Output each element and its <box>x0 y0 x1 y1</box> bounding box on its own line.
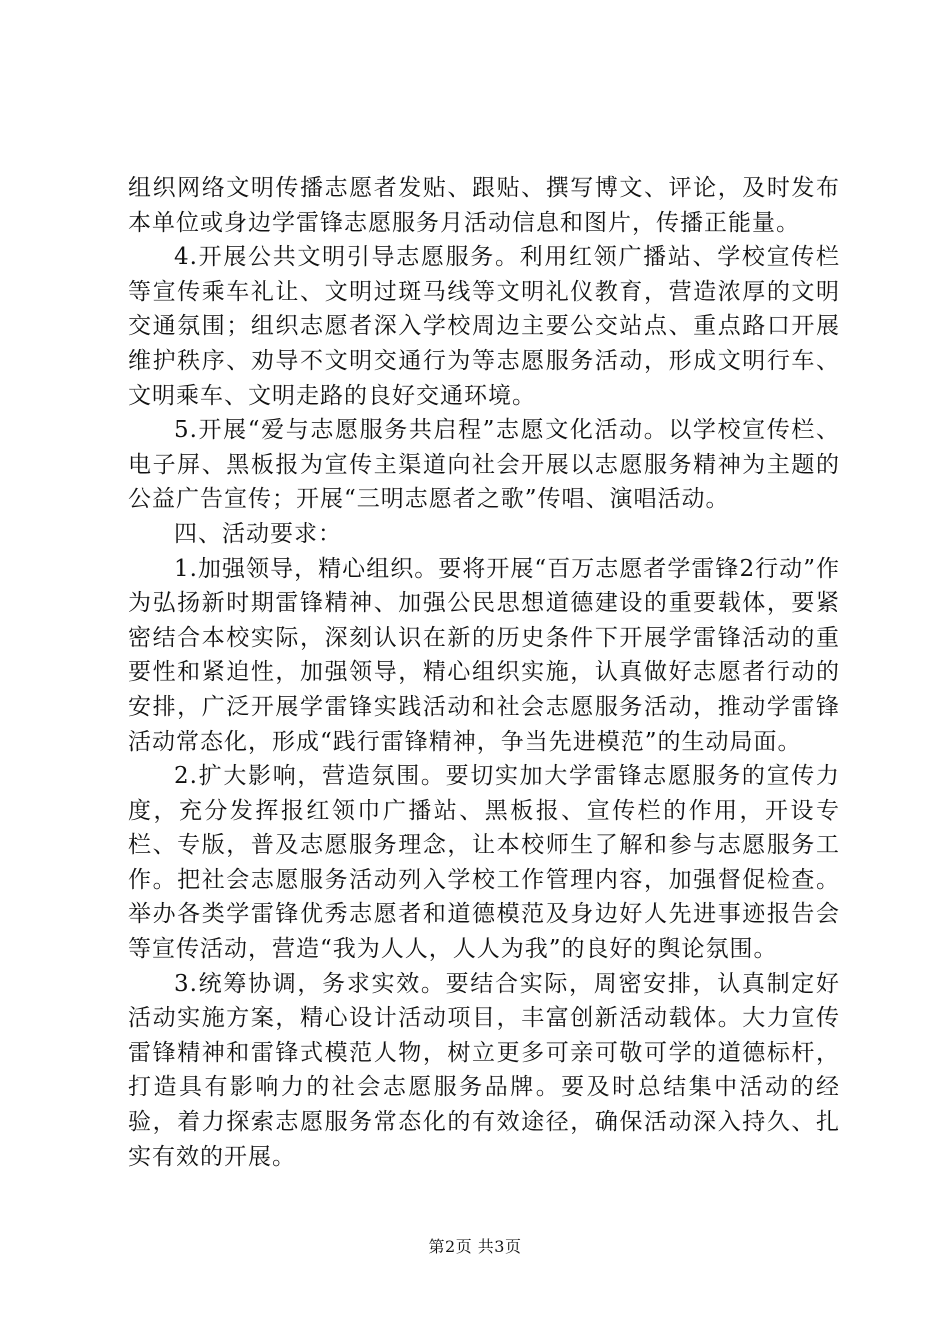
paragraph-item-5: 5.开展“爱与志愿服务共启程”志愿文化活动。以学校宣传栏、电子屏、黑板报为宣传主渠道向社会开展以志愿服务精神为主题的公益广告宣传；开展“三明志愿者之歌”传唱、演唱活动。 <box>128 417 840 513</box>
document-body <box>128 171 840 1174</box>
page-number-footer: 第2页 共3页 <box>428 1237 522 1256</box>
section-heading-requirements: 四、活动要求： <box>174 520 342 547</box>
paragraph-requirement-2: 2.扩大影响，营造氛围。要切实加大学雷锋志愿服务的宣传力度，充分发挥报红领巾广播站、黑板报、宣传栏的作用，开设专栏、专版，普及志愿服务理念，让本校师生了解和参与志愿服务工作。把社会志愿服务活动列入学校工作管理内容，加强督促检查。举办各类学雷锋优秀志愿者和道德模范及身边好人先进事迹报告会等宣传活动，营造“我为人人，人人为我”的良好的舆论氛围。 <box>128 763 840 963</box>
paragraph-requirement-1: 1.加强领导，精心组织。要将开展“百万志愿者学雷锋2行动”作为弘扬新时期雷锋精神、加强公民思想道德建设的重要载体，要紧密结合本校实际，深刻认识在新的历史条件下开展学雷锋活动的重要性和紧迫性，加强领导，精心组织实施，认真做好志愿者行动的安排，广泛开展学雷锋实践活动和社会志愿服务活动，推动学雷锋活动常态化，形成“践行雷锋精神，争当先进模范”的生动局面。 <box>128 555 840 755</box>
paragraph-item-4: 4.开展公共文明引导志愿服务。利用红领广播站、学校宣传栏等宣传乘车礼让、文明过斑马线等文明礼仪教育，营造浓厚的文明交通氛围；组织志愿者深入学校周边主要公交站点、重点路口开展维护秩序、劝导不文明交通行为等志愿服务活动，形成文明行车、文明乘车、文明走路的良好交通环境。 <box>128 244 840 409</box>
paragraph-requirement-3: 3.统筹协调，务求实效。要结合实际，周密安排，认真制定好活动实施方案，精心设计活动项目，丰富创新活动载体。大力宣传雷锋精神和雷锋式模范人物，树立更多可亲可敬可学的道德标杆，打造具有影响力的社会志愿服务品牌。要及时总结集中活动的经验，着力探索志愿服务常态化的有效途径，确保活动深入持久、扎实有效的开展。 <box>128 970 840 1170</box>
paragraph-continuation: 组织网络文明传播志愿者发贴、跟贴、撰写博文、评论，及时发布本单位或身边学雷锋志愿服务月活动信息和图片，传播正能量。 <box>128 175 840 236</box>
